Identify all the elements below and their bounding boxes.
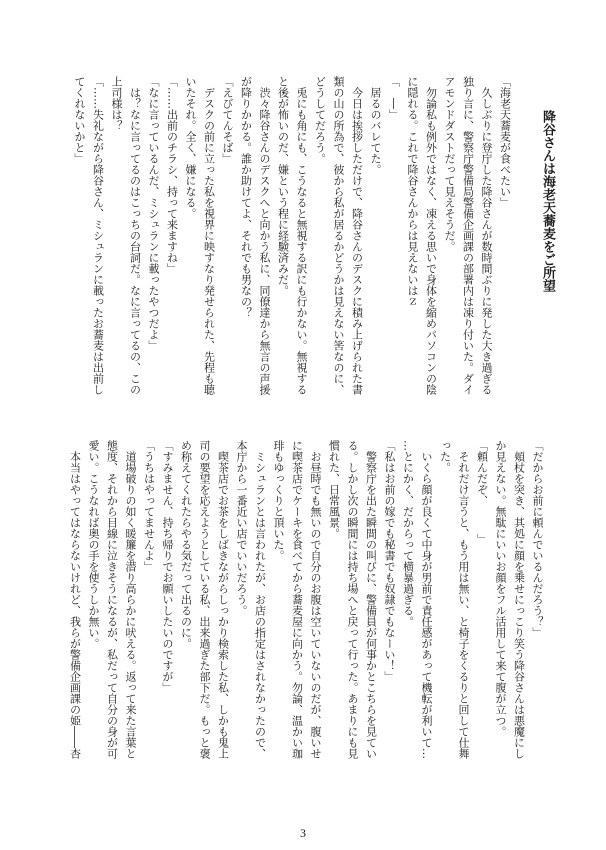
- text-line: 上司様は？: [110, 76, 123, 131]
- text-line: 態度、それから目線に泣きそうになるが、私だって自分の身が可: [105, 440, 119, 759]
- text-line: 頬杖を突き、其処に顔を乗せにっこり笑う降谷さんは悪魔にし: [512, 440, 526, 759]
- upper-text-block: [70, 76, 557, 401]
- text-line: 「うちはやってませんよ」: [142, 440, 156, 572]
- text-line: に喫茶店でケーキを食べてから蕎麦屋に向かう。勿論、温かい珈: [290, 440, 304, 759]
- text-line: が降りかかる。誰か助けてよ、それでも男なの？: [239, 76, 253, 318]
- story-title: 降谷さんは海老天蕎麦をご所望: [540, 110, 555, 292]
- text-line: 今日は挨拶しただけで、降谷さんのデスクに積み上げられた書: [350, 76, 364, 395]
- text-line: 愛い。こうなれば奥の手を使うしか無い。: [87, 440, 100, 649]
- text-line: 渋々降谷さんのデスクへと向かう私に、同僚達から無言の声援: [258, 76, 271, 395]
- page-number: 3: [300, 826, 306, 840]
- text-line: 本当はやってはならないけれど、我らが警備企画課の姫――杏: [68, 440, 82, 759]
- text-line: それだけ言うと、もう用は無い、と椅子をくるりと回して仕舞: [457, 440, 470, 759]
- text-line: 兎にも角にも、こうなると無視する訳にも行かない。無視する: [295, 76, 308, 395]
- text-line: いたそれ。全く、嫌になる。: [184, 76, 197, 219]
- text-line: お昼時でも無いので自分のお腹は空いていないのだが、腹いせ: [309, 440, 322, 759]
- text-line: 「海老天蕎麦が食べたい」: [498, 76, 512, 208]
- text-line: に隠れる。これで降谷さんからは見えないはｚ: [406, 76, 419, 307]
- text-line: め称えてくれたらやる気だって出るのに。: [179, 440, 193, 649]
- text-line: 「 ―」: [387, 76, 401, 120]
- text-line: か見えない。無駄にいいお顔をフル活用して来て腹が立つ。: [494, 440, 507, 737]
- text-line: った。: [438, 440, 452, 473]
- text-line: デスクの前に立った私を視界に映すなり発せられた、先程も聴: [202, 76, 216, 395]
- text-line: 居るのバレてた。: [369, 76, 382, 175]
- text-line: 「……出前のチラシ、持って来ますね」: [165, 76, 179, 274]
- text-line: 勿論私も例外ではなく、凍える思いで身体を縮めパソコンの陰: [424, 76, 438, 395]
- text-line: 「なに言っているんだ、ミシュランに載ったやつだよ」: [147, 76, 160, 351]
- text-line: 「私はお前の嫁でも秘書でも奴隷でもなーい！」: [383, 440, 396, 682]
- text-line: 「だからお前に頼んでいるんだろう？」: [531, 440, 544, 638]
- text-line: てくれないかと」: [73, 76, 86, 164]
- text-line: どうしてだろう。: [313, 76, 327, 164]
- text-line: 久しぶりに登庁した降谷さんが数時間ぶりに発した大き過ぎる: [480, 76, 493, 395]
- text-line: 慣れた、日常風景。: [327, 440, 341, 539]
- text-line: 類の山の所為で、彼から私が居るかどうかは見えない筈なのに、: [332, 76, 345, 395]
- text-line: は？なに言ってるのはこっちの台詞だ。なに言ってるの、この: [128, 76, 142, 395]
- text-line: 「えびてんそば」: [221, 76, 234, 164]
- text-line: 喫茶店でお茶をしばきながらしっかり検索した私、しかも鬼上: [216, 440, 230, 759]
- text-line: 司の要望を応えようとしている私、出来過ぎた部下だ。もっと褒: [198, 440, 211, 759]
- text-line: 独り言に、警察庁警備局警備企画課の部署内は凍り付いた。ダイ: [461, 76, 475, 395]
- text-line: る。しかし次の瞬間には持ち場へと戻って行った。あまりにも見: [346, 440, 359, 759]
- text-line: 本庁から一番近い店でいいだろう。: [235, 440, 248, 616]
- text-line: 「……失礼ながら降谷さん、ミシュランに載ったお蕎麦は出前し: [91, 76, 105, 395]
- text-line: 「頼んだぞ、 」: [475, 440, 489, 545]
- lower-text-block: [65, 440, 546, 765]
- text-line: 道場破りの如く暖簾を潜り高らかに吠える。返って来た言葉と: [124, 440, 137, 759]
- text-line: ミシュランとは言われたが、お店の指定はされなかったので、: [253, 440, 267, 759]
- text-line: アモンドダストだって見えそうだ。: [443, 76, 456, 252]
- text-line: 琲もゆっくりと頂いた。: [272, 440, 285, 561]
- text-line: いくら顔が良くて中身が男前で責任感があって機転が利いて…: [420, 440, 433, 759]
- text-line: 警察庁を出た瞬間の叫びに、警備員が何事かとこちらを見てい: [364, 440, 378, 759]
- text-line: …とにかく、だからって横暴過ぎる。: [401, 440, 415, 627]
- text-line: 「すみません、持ち帰りでお願いしたいのですが」: [161, 440, 174, 693]
- text-line: と後が怖いのだ、嫌という程に経験済みだ。: [276, 76, 290, 296]
